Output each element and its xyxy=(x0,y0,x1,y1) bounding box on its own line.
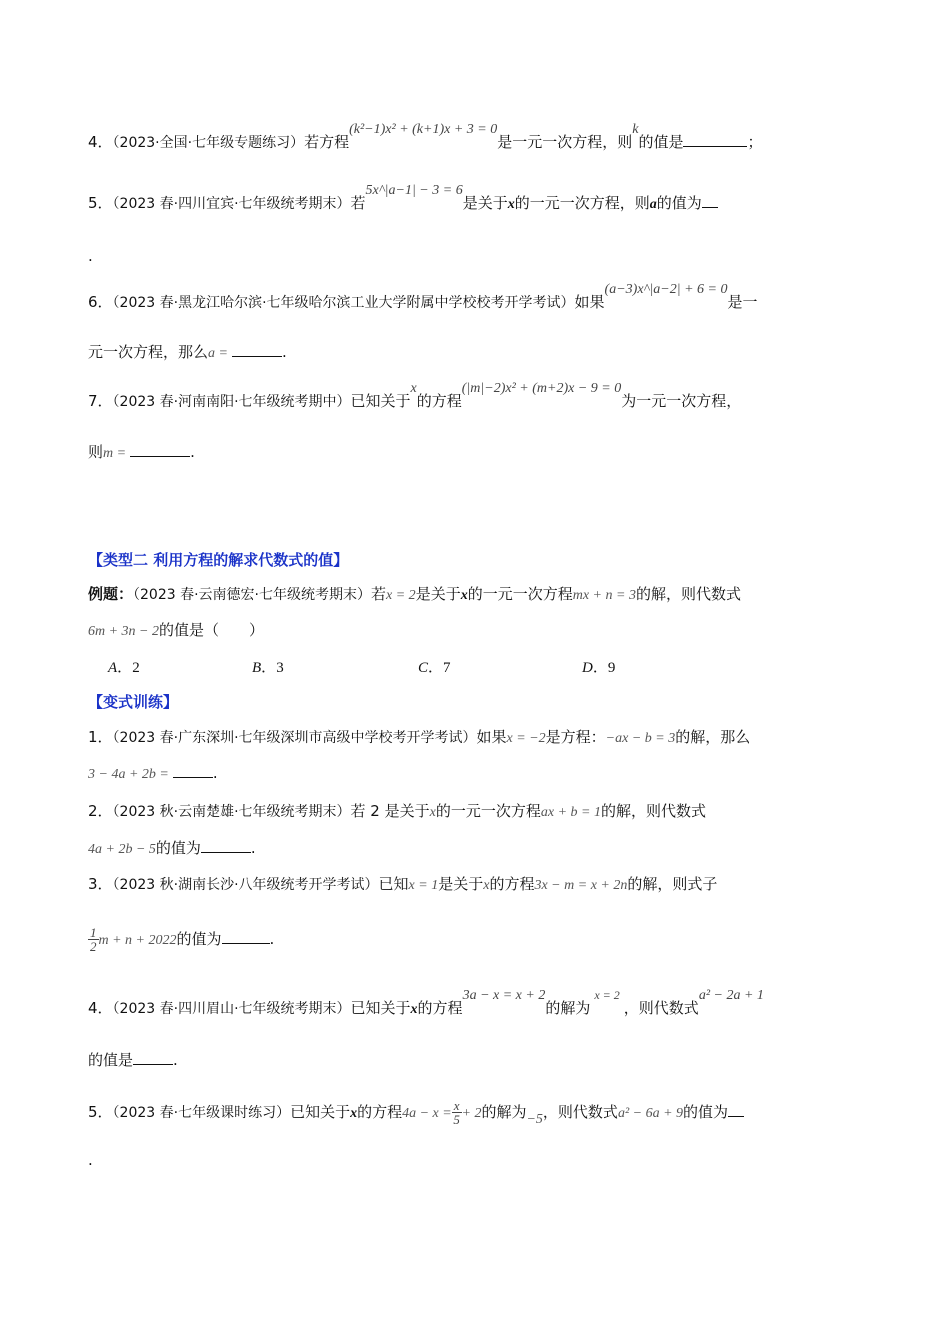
variable: m = xyxy=(103,446,127,461)
question-text: 的解，则代数式 xyxy=(600,802,706,820)
question-text: 已知关于 xyxy=(350,999,411,1017)
question-text: 若 xyxy=(371,585,387,603)
variant-5 xyxy=(88,1099,744,1126)
question-number: 5． xyxy=(88,1103,113,1121)
equation: 5x^|a−1| − 3 = 6 xyxy=(365,183,463,198)
question-text: 的解，那么 xyxy=(675,728,751,746)
variable: x xyxy=(410,381,417,396)
variant-3-line2 xyxy=(88,926,274,953)
question-source: （2023 春·广东深圳·七年级深圳市高级中学校考开学考试） xyxy=(112,730,477,746)
variant-2 xyxy=(88,801,706,823)
equation: 4a − x = xyxy=(402,1106,452,1121)
variant-1-line2 xyxy=(88,763,218,785)
question-text: 的一元一次方程 xyxy=(435,802,541,820)
condition: x = 2 xyxy=(594,988,620,1002)
question-text: 的值为 xyxy=(176,930,222,948)
fraction xyxy=(452,1099,462,1126)
question-6 xyxy=(88,282,758,314)
question-text: 的值是 xyxy=(88,1051,134,1069)
punctuation: . xyxy=(269,930,275,948)
expression: a² − 2a + 1 xyxy=(698,988,764,1003)
question-text: 的方程 xyxy=(357,1103,403,1121)
equation: 3x − m = x + 2n xyxy=(534,878,628,893)
question-number: 4． xyxy=(88,133,113,151)
question-source: （2023 春·云南德宏·七年级统考期末） xyxy=(133,587,371,603)
question-number: 2． xyxy=(88,802,113,820)
question-number: 1． xyxy=(88,728,113,746)
question-source: （2023·全国·七年级专题练习） xyxy=(112,135,305,151)
variable: a = xyxy=(208,346,228,361)
punctuation: . xyxy=(173,1051,178,1069)
answer-blank[interactable] xyxy=(201,838,251,853)
variant-4-line2 xyxy=(88,1050,178,1070)
punctuation: ； xyxy=(747,133,763,151)
question-6-line2 xyxy=(88,342,287,364)
example-label: 例题： xyxy=(88,585,134,603)
question-text: 的解为 xyxy=(481,1103,527,1121)
punctuation: . xyxy=(212,764,218,782)
answer-blank[interactable] xyxy=(133,1050,173,1065)
variable: a xyxy=(649,197,657,212)
question-5 xyxy=(88,183,718,215)
expression: 3 − 4a + 2b = xyxy=(88,767,169,782)
answer-blank[interactable] xyxy=(130,442,190,457)
equation: ax + b = 1 xyxy=(540,805,601,820)
question-text: 元一次方程，那么 xyxy=(88,343,209,361)
question-text: 若 xyxy=(350,194,366,212)
question-text: 的一元一次方程，则 xyxy=(514,194,650,212)
variant-2-line2 xyxy=(88,838,256,860)
question-text: ，则代数式 xyxy=(542,1103,618,1121)
variable: x xyxy=(483,878,490,893)
option-c[interactable]: C．7 xyxy=(418,660,451,676)
question-5-end: . xyxy=(88,247,93,265)
question-text: ，则代数式 xyxy=(623,999,699,1017)
section-heading: 【类型二 利用方程的解求代数式的值】 xyxy=(88,551,349,569)
question-text: 如果 xyxy=(574,293,605,311)
question-source: （2023 春·四川宜宾·七年级统考期末） xyxy=(112,196,351,212)
question-number: 5． xyxy=(88,194,113,212)
example-question xyxy=(88,584,741,606)
question-text: 的解，则代数式 xyxy=(635,585,741,603)
condition: −5 xyxy=(526,1112,543,1127)
question-text: 是关于 xyxy=(462,194,508,212)
question-number: 6． xyxy=(88,293,113,311)
option-letter: A xyxy=(108,660,118,676)
answer-blank[interactable] xyxy=(232,342,282,357)
equation: (|m|−2)x² + (m+2)x − 9 = 0 xyxy=(461,381,622,396)
punctuation: . xyxy=(281,343,287,361)
example-question-line2 xyxy=(88,620,264,642)
fraction-denominator: 5 xyxy=(453,1112,460,1127)
variant-3 xyxy=(88,874,717,896)
question-text: 是一 xyxy=(727,293,758,311)
question-7-line2 xyxy=(88,442,195,464)
question-text: 则 xyxy=(88,443,104,461)
question-text: 的值是 xyxy=(638,133,684,151)
expression: 6m + 3n − 2 xyxy=(88,624,160,639)
question-text: 的方程 xyxy=(489,875,535,893)
expression: m + n + 2022 xyxy=(98,933,177,948)
question-number: 7． xyxy=(88,392,113,410)
question-text: 已知 xyxy=(378,875,409,893)
condition: x = −2 xyxy=(506,731,546,746)
answer-blank[interactable] xyxy=(173,763,213,778)
option-value: 2 xyxy=(132,660,140,676)
question-text: 是关于 xyxy=(438,875,484,893)
question-text: 的值为 xyxy=(155,839,201,857)
option-value: 9 xyxy=(607,660,616,676)
question-text: 为一元一次方程， xyxy=(621,392,742,410)
option-d[interactable]: D．9 xyxy=(582,660,616,676)
question-text: 是关于 xyxy=(415,585,461,603)
question-text: 的方程 xyxy=(416,392,462,410)
question-text: 是方程： xyxy=(545,728,606,746)
question-source: （2023 春·七年级课时练习） xyxy=(112,1105,291,1121)
question-source: （2023 春·河南南阳·七年级统考期中） xyxy=(112,394,351,410)
variable: x xyxy=(460,588,468,603)
variable: x xyxy=(350,1106,358,1121)
fraction-numerator: 1 xyxy=(90,925,97,940)
question-source: （2023 秋·湖南长沙·八年级统考开学考试） xyxy=(112,877,379,893)
option-letter: B xyxy=(252,660,262,676)
option-b[interactable]: B．3 xyxy=(252,660,284,676)
variable: x xyxy=(410,1002,418,1017)
question-text: 若方程 xyxy=(304,133,350,151)
equation: (k²−1)x² + (k+1)x + 3 = 0 xyxy=(349,122,498,137)
question-text: 是一元一次方程，则 xyxy=(497,133,633,151)
answer-blank[interactable] xyxy=(683,132,747,147)
question-number: 4． xyxy=(88,999,113,1017)
fraction xyxy=(88,926,99,953)
answer-blank[interactable] xyxy=(702,193,718,208)
equation: (a−3)x^|a−2| + 6 = 0 xyxy=(604,282,728,297)
fraction-numerator: x xyxy=(453,1098,460,1113)
question-text: 的值是（ ） xyxy=(159,621,265,639)
question-4 xyxy=(88,122,763,154)
question-text: 已知关于 xyxy=(350,392,411,410)
condition: x = 1 xyxy=(408,878,439,893)
question-text: 的一元一次方程 xyxy=(467,585,573,603)
variable: x xyxy=(507,197,515,212)
condition: x = 2 xyxy=(386,588,416,603)
variant-1 xyxy=(88,727,750,749)
punctuation: . xyxy=(250,839,256,857)
question-text: 的方程 xyxy=(417,999,463,1017)
expression: 4a + 2b − 5 xyxy=(88,842,156,857)
equation: 3a − x = x + 2 xyxy=(462,988,546,1003)
answer-blank[interactable] xyxy=(728,1102,744,1117)
question-text: 如果 xyxy=(476,728,507,746)
question-source: （2023 春·四川眉山·七年级统考期末） xyxy=(112,1001,351,1017)
variant-5-end: . xyxy=(88,1151,93,1169)
variant-4 xyxy=(88,988,764,1020)
question-source: （2023 春·黑龙江哈尔滨·七年级哈尔滨工业大学附属中学校校考开学考试） xyxy=(112,295,575,311)
option-a[interactable]: A．2 xyxy=(108,660,140,676)
question-text: 已知关于 xyxy=(290,1103,351,1121)
equation: + 2 xyxy=(461,1106,482,1121)
option-letter: D xyxy=(582,660,593,676)
question-text: 的值为 xyxy=(683,1103,729,1121)
punctuation: . xyxy=(190,443,195,461)
expression: a² − 6a + 9 xyxy=(617,1106,684,1121)
section-heading: 【变式训练】 xyxy=(88,693,179,711)
question-text: 若 2 是关于 xyxy=(350,802,430,820)
question-7 xyxy=(88,381,742,413)
answer-blank[interactable] xyxy=(222,929,270,944)
variable: k xyxy=(632,122,639,137)
option-value: 7 xyxy=(443,660,451,676)
question-text: 的值为 xyxy=(656,194,702,212)
option-value: 3 xyxy=(276,660,284,676)
option-letter: C xyxy=(418,660,429,676)
equation: −ax − b = 3 xyxy=(605,731,676,746)
question-source: （2023 秋·云南楚雄·七年级统考期末） xyxy=(112,804,351,820)
variable: x xyxy=(429,805,436,820)
question-number: 3． xyxy=(88,875,113,893)
equation: mx + n = 3 xyxy=(572,588,636,603)
question-text: 的解为 xyxy=(545,999,591,1017)
fraction-denominator: 2 xyxy=(90,939,97,954)
question-text: 的解，则式子 xyxy=(627,875,718,893)
